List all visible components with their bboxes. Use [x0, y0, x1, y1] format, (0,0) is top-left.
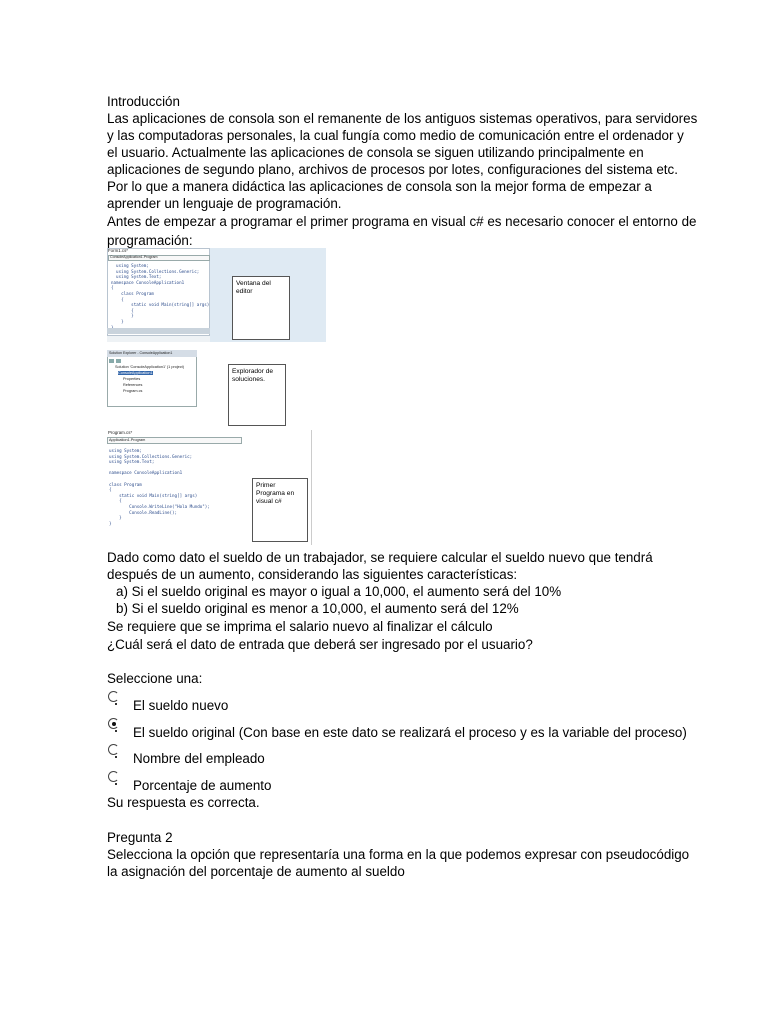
answer-option[interactable] [108, 691, 668, 711]
question-line: Dado como dato el sueldo de un trabajador, se requiere calcular el sueldo nuevo que tendrá [107, 550, 653, 565]
answer-option-label: Porcentaje de aumento [133, 778, 272, 793]
answer-option-label: Nombre del empleado [133, 751, 265, 766]
editor-combo: ConsoleApplication1.Program [110, 255, 158, 259]
answer-option[interactable] [108, 771, 668, 791]
program-code: using System; using System.Collections.Generic; using System.Text; namespace ConsoleApplication1 class Program { static void Main(string[] args) { Console.WriteLine("Hola Mundo"); Console.ReadLine(); } } [109, 448, 210, 526]
explorer-callout: Explorador de soluciones. [228, 364, 286, 426]
intro-line: el usuario. Actualmente las aplicaciones de consola se siguen utilizando principalmente en [107, 145, 644, 160]
intro-heading: Introducción [107, 94, 180, 109]
editor-tab: Form1.cs* [108, 248, 129, 253]
intro-line: Las aplicaciones de consola son el remanente de los antiguos sistemas operativos, para servidores [107, 111, 698, 126]
answer-option-selected[interactable] [108, 718, 687, 740]
radio-button[interactable] [108, 744, 119, 755]
intro-line: Por lo que a manera didáctica las aplicaciones de consola son la mejor forma de empezar a [107, 179, 652, 194]
program-callout: Primer Programa en visual c# [252, 478, 308, 542]
intro-line: programación: [107, 233, 193, 248]
answer-option[interactable] [108, 744, 668, 764]
intro-line: Antes de empezar a programar el primer programa en visual c# es necesario conocer el entorno de [107, 214, 697, 229]
explorer-item: References [123, 383, 143, 387]
question2-line: la asignación del porcentaje de aumento al sueldo [107, 864, 405, 879]
radio-button[interactable] [108, 691, 119, 702]
question-line: Se requiere que se imprima el salario nuevo al finalizar el cálculo [107, 619, 493, 634]
program-screenshot [107, 430, 312, 545]
intro-line: aplicaciones de segundo plano, archivos de procesos por lotes, configuraciones del sistema etc. [107, 162, 678, 177]
program-combo: Application1.Program [109, 438, 146, 442]
radio-button[interactable] [108, 771, 119, 782]
select-prompt: Seleccione una: [107, 671, 203, 686]
explorer-item: Program.cs [123, 389, 143, 393]
question-line: ¿Cuál será el dato de entrada que deberá ser ingresado por el usuario? [107, 637, 533, 652]
question2-heading: Pregunta 2 [107, 830, 173, 845]
intro-line: aprender un lenguaje de programación. [107, 196, 342, 211]
explorer-item: ConsoleApplication1 [118, 371, 153, 375]
explorer-item: Solution 'ConsoleApplication1' (1 project) [115, 365, 184, 369]
explorer-screenshot [107, 350, 290, 430]
editor-callout: Ventana del editor [232, 276, 290, 340]
answer-feedback: Su respuesta es correcta. [107, 795, 260, 810]
explorer-item: Properties [123, 377, 141, 381]
program-tab: Program.cs* [108, 430, 133, 435]
question-line: después de un aumento, considerando las siguientes características: [107, 567, 518, 582]
question-line: b) Si el sueldo original es menor a 10,000, el aumento será del 12% [116, 601, 519, 616]
answer-option-label: El sueldo nuevo [133, 698, 229, 713]
intro-line: y las computadoras personales, la cual fungía como medio de comunicación entre el ordenador y [107, 128, 684, 143]
editor-screenshot: Form1.cs* ConsoleApplication1.Program using System; using System.Collections.Generic; using System.Text; namespace ConsoleApplication1 { class Program { static void Main(string[] args) { } } Ventana del editor [107, 248, 326, 342]
question2-line: Selecciona la opción que representaría una forma en la que podemos expresar con pseudocódigo [107, 847, 690, 862]
radio-button-selected[interactable] [108, 718, 119, 729]
explorer-title: Solution Explorer - ConsoleApplication1 [109, 351, 173, 355]
question-line: a) Si el sueldo original es mayor o igual a 10,000, el aumento será del 10% [116, 584, 562, 599]
answer-option-label: El sueldo original (Con base en este dato se realizará el proceso y es la variable del proceso) [133, 725, 687, 740]
